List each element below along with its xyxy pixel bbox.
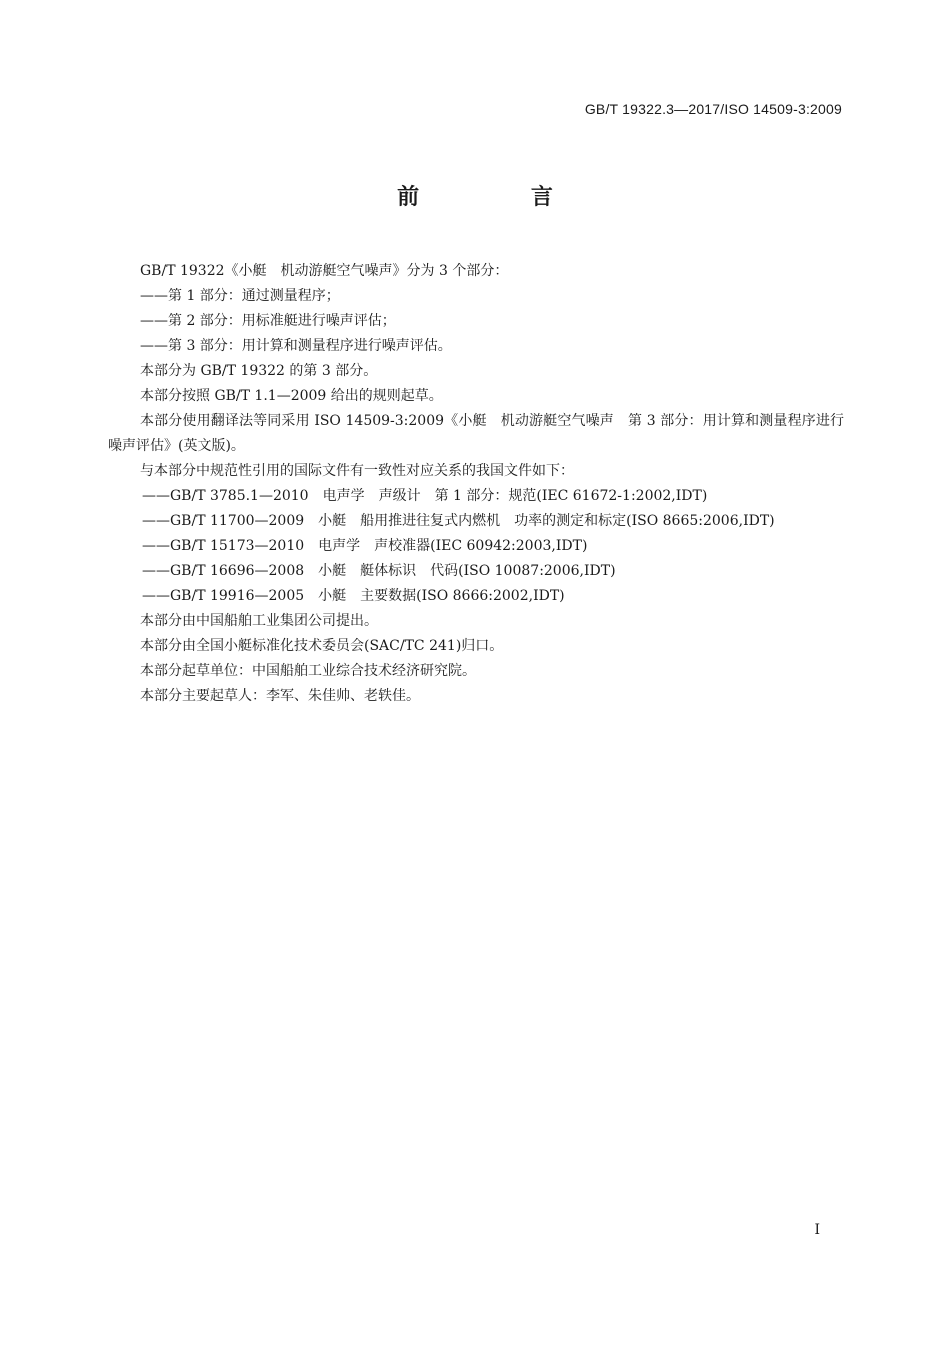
- paragraph: 本部分起草单位：中国船舶工业综合技术经济研究院。: [140, 663, 476, 679]
- reference-item: ——GB/T 11700—2009 小艇 船用推进往复式内燃机 功率的测定和标定(ISO 8665:2006,IDT): [142, 513, 775, 529]
- page-title: 前 言: [397, 185, 605, 210]
- reference-item: ——GB/T 15173—2010 电声学 声校准器(IEC 60942:2003,IDT): [142, 538, 588, 554]
- list-item: ——第 2 部分：用标准艇进行噪声评估；: [140, 313, 396, 329]
- paragraph: GB/T 19322《小艇 机动游艇空气噪声》分为 3 个部分：: [140, 263, 509, 279]
- paragraph: 本部分主要起草人：李军、朱佳帅、老轶佳。: [140, 688, 420, 704]
- paragraph: 本部分由全国小艇标准化技术委员会(SAC/TC 241)归口。: [140, 638, 504, 654]
- list-item: ——第 1 部分：通过测量程序；: [140, 288, 340, 304]
- list-item: ——第 3 部分：用计算和测量程序进行噪声评估。: [140, 338, 452, 354]
- paragraph: 本部分按照 GB/T 1.1—2009 给出的规则起草。: [140, 388, 443, 404]
- paragraph: 与本部分中规范性引用的国际文件有一致性对应关系的我国文件如下：: [140, 463, 574, 479]
- reference-item: ——GB/T 16696—2008 小艇 艇体标识 代码(ISO 10087:2006,IDT): [142, 563, 616, 579]
- reference-item: ——GB/T 19916—2005 小艇 主要数据(ISO 8666:2002,IDT): [142, 588, 565, 604]
- paragraph: 本部分使用翻译法等同采用 ISO 14509-3:2009《小艇 机动游艇空气噪声 第 3 部分：用计算和测量程序进行噪声评估》(英文版)。: [108, 413, 844, 454]
- paragraph: 本部分由中国船舶工业集团公司提出。: [140, 613, 378, 629]
- page-number: I: [814, 1222, 820, 1238]
- standard-number-header: GB/T 19322.3—2017/ISO 14509-3:2009: [584, 101, 842, 117]
- foreword-body: [108, 259, 844, 709]
- paragraph: 本部分为 GB/T 19322 的第 3 部分。: [140, 363, 378, 379]
- reference-item: ——GB/T 3785.1—2010 电声学 声级计 第 1 部分：规范(IEC 61672-1:2002,IDT): [142, 488, 708, 504]
